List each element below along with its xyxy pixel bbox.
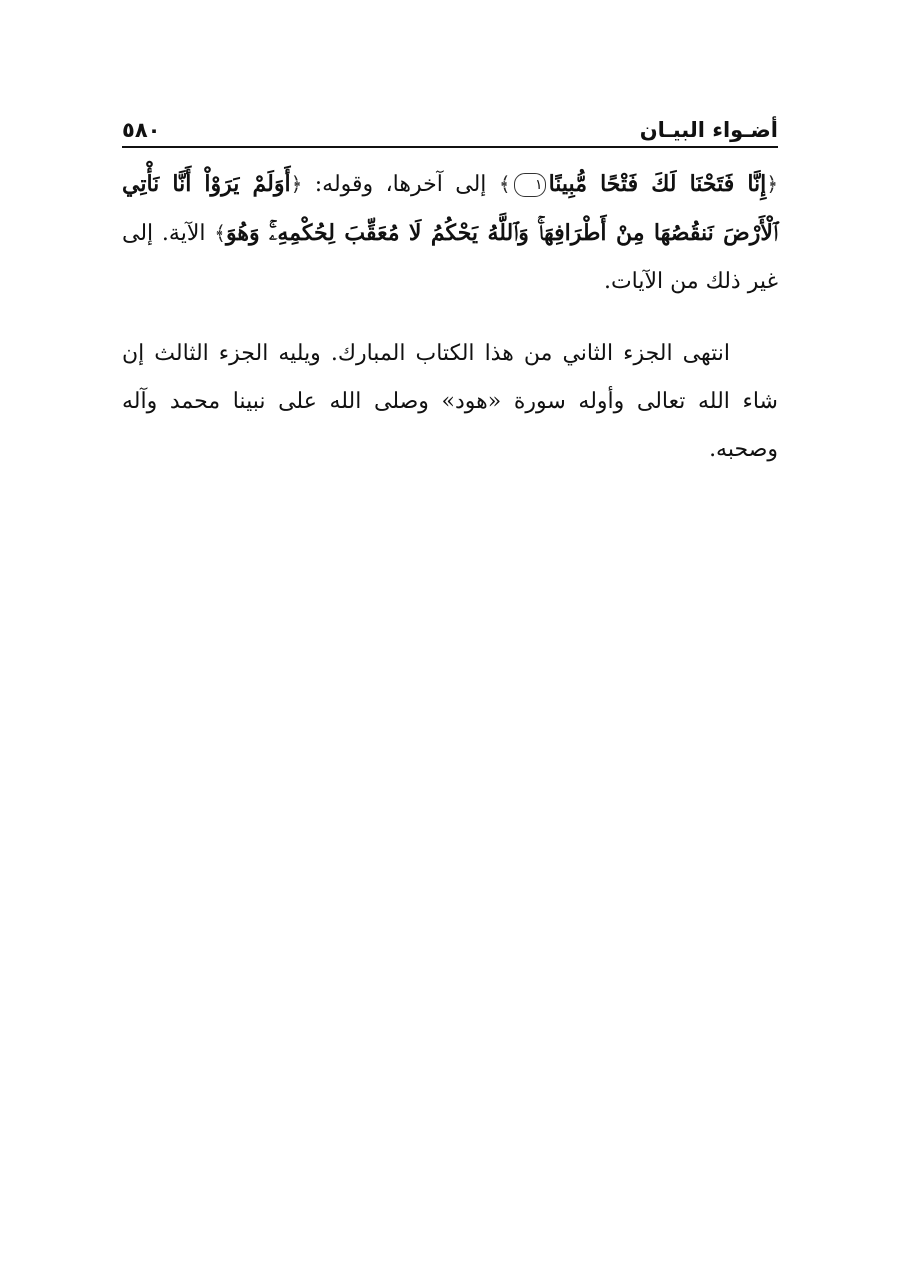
ayah-number-mark: ١ xyxy=(514,173,546,197)
paragraph-closing: انتهى الجزء الثاني من هذا الكتاب المبارك. ويليه الجزء الثالث إن شاء الله تعالى وأوله سورة «هود» وصلى الله على نبينا محمد وآله وصحبه. xyxy=(122,341,778,462)
quran-bracket-close: ﴾ xyxy=(498,172,511,196)
header-divider xyxy=(122,146,778,148)
book-title: أضـواء البيـان xyxy=(639,118,778,142)
quran-bracket-open: ﴿ xyxy=(290,172,303,196)
page-body xyxy=(122,160,778,474)
quran-bracket-open: ﴿ xyxy=(766,172,779,196)
page-number: ٥٨٠ xyxy=(122,118,161,142)
quran-verse-2: أَوَلَمْ يَرَوْاْ أَنَّا نَأْتِي ٱلْأَرْضَ نَنقُصُهَا مِنْ أَطْرَافِهَاۚ وَٱللَّهُ يَحْكُمُ لَا مُعَقِّبَ لِحُكْمِهِۦۚ وَهُوَ xyxy=(122,171,778,246)
commentary-text-2: الآية. إلى غير ذلك من الآيات. xyxy=(122,221,778,294)
paragraph-verses xyxy=(122,160,778,306)
quran-bracket-close: ﴾ xyxy=(214,221,226,245)
quran-verse-1: إِنَّا فَتَحْنَا لَكَ فَتْحًا مُّبِينًا xyxy=(548,171,767,197)
page-header xyxy=(122,106,778,146)
commentary-text-1: إلى آخرها، وقوله: xyxy=(302,172,499,197)
